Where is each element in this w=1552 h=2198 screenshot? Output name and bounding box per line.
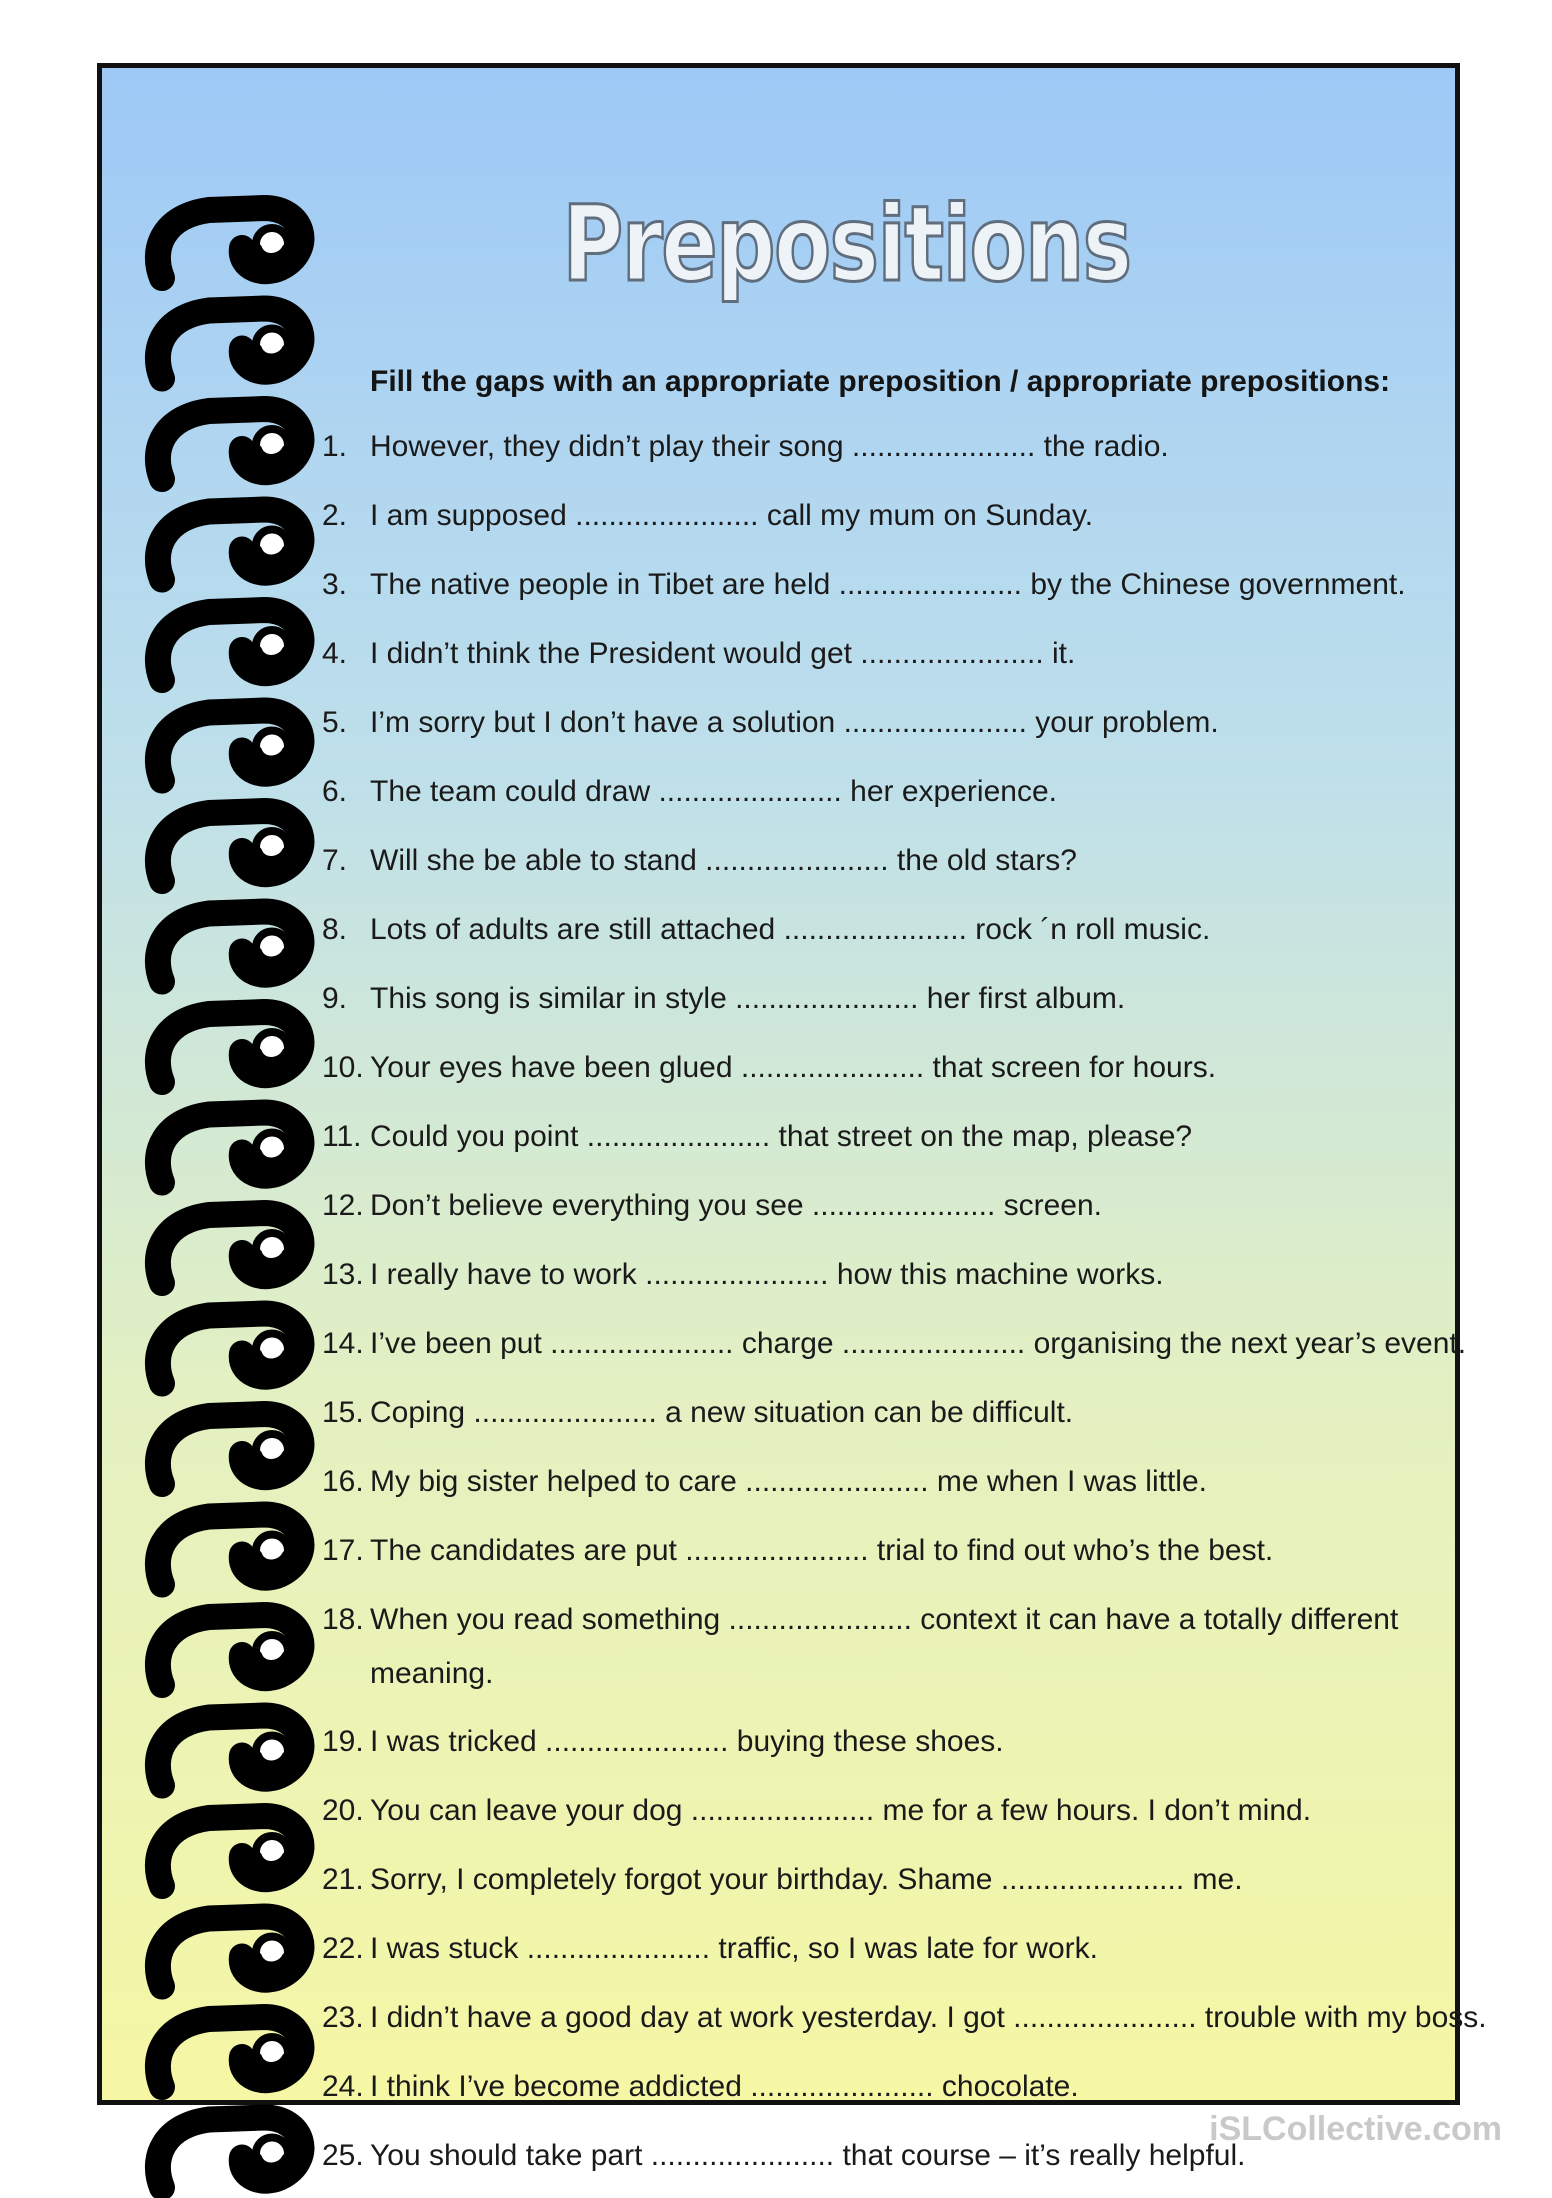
exercise-item (322, 1524, 1552, 1593)
exercise-item (322, 1179, 1552, 1248)
exercise-item (322, 696, 1552, 765)
exercise-item (322, 627, 1552, 696)
exercise-item (322, 972, 1552, 1041)
item-text: Don’t believe everything you see ...................... screen. (370, 1189, 1103, 1222)
watermark: iSLCollective.com (1209, 2110, 1502, 2148)
spiral-ring (158, 1515, 302, 1585)
exercise-item (322, 1455, 1552, 1524)
spiral-ring (158, 1716, 302, 1786)
spiral-ring (158, 1917, 302, 1987)
item-number: 19. (322, 1725, 364, 1758)
item-text: Could you point ...................... that street on the map, please? (370, 1120, 1193, 1153)
spiral-ring (158, 711, 302, 781)
spiral-ring (158, 1314, 302, 1384)
instructions: Fill the gaps with an appropriate preposition / appropriate prepositions: (370, 365, 1391, 398)
exercise-item (322, 1784, 1552, 1853)
item-text: Lots of adults are still attached ...................... rock ´n roll music. (370, 913, 1211, 946)
item-number: 5. (322, 706, 348, 739)
item-text: Sorry, I completely forgot your birthday. Shame ...................... me. (370, 1863, 1243, 1896)
item-number: 7. (322, 844, 348, 877)
item-number: 15. (322, 1396, 364, 1429)
exercise-item (322, 558, 1552, 627)
item-number: 25. (322, 2139, 364, 2172)
exercise-item (322, 834, 1552, 903)
item-number: 10. (322, 1051, 364, 1084)
exercise-item (322, 1922, 1552, 1991)
item-number: 23. (322, 2001, 364, 2034)
item-number: 14. (322, 1327, 364, 1360)
spiral-ring (158, 309, 302, 379)
item-text: I didn’t have a good day at work yesterday. I got ...................... trouble with my boss. (370, 2001, 1487, 2034)
exercise-list (322, 420, 1552, 2198)
spiral-ring (158, 510, 302, 580)
item-text: I was tricked ...................... buying these shoes. (370, 1725, 1004, 1758)
spiral-ring (158, 610, 302, 680)
item-number: 4. (322, 637, 348, 670)
item-text: My big sister helped to care ...................... me when I was little. (370, 1465, 1207, 1498)
exercise-item (322, 420, 1552, 489)
exercise-item (322, 489, 1552, 558)
item-text: The team could draw ...................... her experience. (370, 775, 1057, 808)
item-text: I’ve been put ...................... charge ...................... organising the next year’s event. (370, 1327, 1467, 1360)
item-number: 12. (322, 1189, 364, 1222)
spiral-ring (158, 1414, 302, 1484)
item-number: 21. (322, 1863, 364, 1896)
spiral-ring (158, 2017, 302, 2087)
spiral-ring (158, 1615, 302, 1685)
item-number: 3. (322, 568, 348, 601)
item-number: 17. (322, 1534, 364, 1567)
exercise-item (322, 1991, 1552, 2060)
spiral-ring (158, 1816, 302, 1886)
item-text: Will she be able to stand ...................... the old stars? (370, 844, 1077, 877)
exercise-item (322, 1110, 1552, 1179)
item-number: 2. (322, 499, 348, 532)
item-text: You should take part ...................... that course – it’s really helpful. (370, 2139, 1246, 2172)
item-text: I didn’t think the President would get ...................... it. (370, 637, 1076, 670)
item-number: 1. (322, 430, 348, 463)
item-text: You can leave your dog ...................... me for a few hours. I don’t mind. (370, 1794, 1312, 1827)
item-number: 22. (322, 1932, 364, 1965)
exercise-item (322, 1041, 1552, 1110)
item-text: Coping ...................... a new situation can be difficult. (370, 1396, 1074, 1429)
item-text: This song is similar in style ...................... her first album. (370, 982, 1126, 1015)
exercise-item (322, 1715, 1552, 1784)
item-text: I’m sorry but I don’t have a solution ...................... your problem. (370, 706, 1219, 739)
spiral-ring (158, 1012, 302, 1082)
item-number: 11. (322, 1120, 362, 1153)
item-text-continuation: meaning. (370, 1657, 494, 1690)
item-text: When you read something ...................... context it can have a totally different (370, 1603, 1399, 1636)
spiral-ring (158, 409, 302, 479)
spiral-ring (158, 912, 302, 982)
exercise-item (322, 1593, 1552, 1715)
exercise-item (322, 1317, 1552, 1386)
exercise-item (322, 1853, 1552, 1922)
item-number: 9. (322, 982, 348, 1015)
item-number: 6. (322, 775, 348, 808)
item-number: 18. (322, 1603, 364, 1636)
spiral-ring (158, 811, 302, 881)
item-text: I was stuck ...................... traffic, so I was late for work. (370, 1932, 1098, 1965)
item-text: Your eyes have been glued ...................... that screen for hours. (370, 1051, 1217, 1084)
exercise-item (322, 903, 1552, 972)
item-number: 16. (322, 1465, 364, 1498)
item-number: 20. (322, 1794, 364, 1827)
spiral-binding (154, 188, 314, 2148)
spiral-ring (158, 2118, 302, 2188)
exercise-item (322, 1386, 1552, 1455)
item-text: However, they didn’t play their song ...................... the radio. (370, 430, 1169, 463)
spiral-ring (158, 1213, 302, 1283)
item-number: 8. (322, 913, 348, 946)
item-text: I am supposed ...................... call my mum on Sunday. (370, 499, 1094, 532)
page-title: Prepositions (562, 183, 1131, 305)
exercise-item (322, 1248, 1552, 1317)
exercise-item (322, 765, 1552, 834)
item-text: The native people in Tibet are held ...................... by the Chinese government. (370, 568, 1406, 601)
item-number: 13. (322, 1258, 364, 1291)
item-text: I think I’ve become addicted ...................... chocolate. (370, 2070, 1079, 2103)
item-text: I really have to work ...................... how this machine works. (370, 1258, 1164, 1291)
spiral-ring (158, 1113, 302, 1183)
item-text: The candidates are put ...................... trial to find out who’s the best. (370, 1534, 1274, 1567)
item-number: 24. (322, 2070, 364, 2103)
